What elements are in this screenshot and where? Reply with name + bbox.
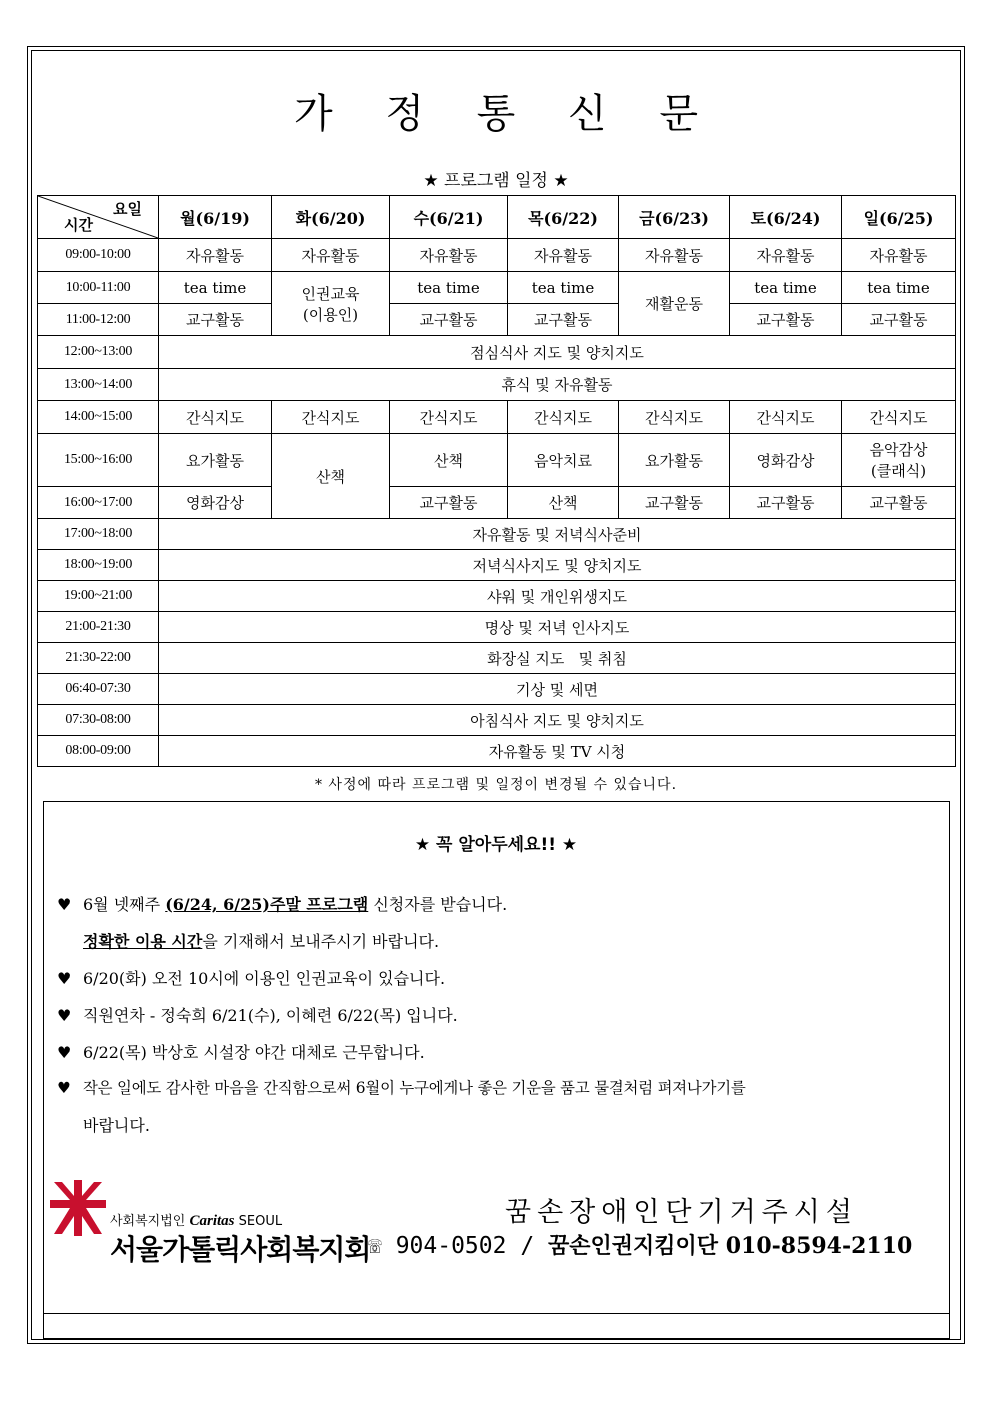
notice-divider	[43, 1313, 950, 1314]
notice-text: 직원연차 - 정숙희 6/21(수), 이혜련 6/22(목) 입니다.	[83, 1006, 458, 1025]
activity-cell: 음악치료	[508, 434, 619, 487]
notice-item	[57, 966, 445, 989]
hotline-number: 010-8594-2110	[725, 1233, 913, 1259]
table-row	[38, 581, 956, 612]
time-cell: 21:00-21:30	[38, 612, 159, 643]
time-cell: 06:40-07:30	[38, 674, 159, 705]
table-row	[38, 674, 956, 705]
corner-cell	[38, 196, 159, 239]
activity-cell: tea time	[508, 272, 619, 304]
activity-cell: 자유활동	[390, 239, 508, 272]
notice-heading: ★ 꼭 알아두세요!! ★	[414, 835, 578, 855]
activity-cell: 자유활동	[619, 239, 730, 272]
table-row	[38, 519, 956, 550]
table-row	[38, 304, 956, 336]
time-cell: 21:30-22:00	[38, 643, 159, 674]
human-rights-line1: 인권교육	[301, 284, 360, 303]
table-row	[38, 434, 956, 487]
activity-cell: 명상 및 저녁 인사지도	[159, 612, 956, 643]
activity-cell: 자유활동	[730, 239, 842, 272]
organization-name: 꿈손장애인단기거주시설	[505, 1197, 858, 1228]
schedule-heading: ★ 프로그램 일정 ★	[423, 171, 569, 191]
notice-item	[57, 892, 507, 915]
phone-number: ☏ 904-0502 /	[368, 1233, 549, 1259]
activity-cell: 요가활동	[619, 434, 730, 487]
table-row	[38, 401, 956, 434]
activity-cell: 교구활동	[730, 487, 842, 519]
table-row	[38, 272, 956, 304]
table-row	[38, 736, 956, 767]
activity-cell: 점심식사 지도 및 양치지도	[159, 336, 956, 369]
activity-cell: 교구활동	[730, 304, 842, 336]
schedule-table	[37, 195, 956, 767]
table-row	[38, 239, 956, 272]
notice-text: 6월 넷째주	[83, 895, 166, 914]
notice-text: 신청자를 받습니다.	[368, 895, 508, 914]
table-row	[38, 487, 956, 519]
heart-icon: ♥	[57, 1043, 72, 1062]
music-listen-line1: 음악감상	[869, 441, 928, 459]
activity-cell: 산책	[272, 434, 390, 519]
notice-text: 6/20(화) 오전 10시에 이용인 인권교육이 있습니다.	[83, 969, 446, 988]
time-cell: 16:00~17:00	[38, 487, 159, 519]
activity-cell: 교구활동	[390, 304, 508, 336]
activity-cell: 교구활동	[159, 304, 272, 336]
heart-icon: ♥	[57, 895, 72, 914]
activity-cell: tea time	[842, 272, 956, 304]
logo-subtitle-part: SEOUL	[234, 1214, 283, 1229]
activity-cell: 산책	[508, 487, 619, 519]
activity-cell: tea time	[730, 272, 842, 304]
day-header: 일(6/25)	[842, 196, 956, 239]
activity-cell: 교구활동	[842, 304, 956, 336]
day-header: 토(6/24)	[730, 196, 842, 239]
notice-text: 작은 일에도 감사한 마음을 간직함으로써 6월이 누구에게나 좋은 기운을 품고 물결처럼 펴져나가기를	[83, 1079, 746, 1097]
notice-item	[57, 1076, 746, 1098]
caritas-logo-icon	[50, 1180, 106, 1236]
activity-cell	[842, 434, 956, 487]
activity-cell: 교구활동	[508, 304, 619, 336]
time-cell: 10:00-11:00	[38, 272, 159, 304]
activity-cell: 산책	[390, 434, 508, 487]
activity-cell: 재활운동	[619, 272, 730, 336]
activity-cell: 기상 및 세면	[159, 674, 956, 705]
activity-cell: 아침식사 지도 및 양치지도	[159, 705, 956, 736]
logo-subtitle	[110, 1210, 282, 1230]
time-cell: 17:00~18:00	[38, 519, 159, 550]
time-cell: 11:00-12:00	[38, 304, 159, 336]
table-row	[38, 336, 956, 369]
activity-cell: 요가활동	[159, 434, 272, 487]
activity-cell: 교구활동	[619, 487, 730, 519]
activity-cell: 간식지도	[390, 401, 508, 434]
notice-highlight: 정확한 이용 시간	[83, 932, 203, 951]
time-cell: 13:00~14:00	[38, 369, 159, 401]
schedule-note: * 사정에 따라 프로그램 및 일정이 변경될 수 있습니다.	[314, 777, 678, 793]
activity-cell: 자유활동	[842, 239, 956, 272]
time-cell: 19:00~21:00	[38, 581, 159, 612]
activity-cell: 교구활동	[390, 487, 508, 519]
time-cell: 18:00~19:00	[38, 550, 159, 581]
day-header: 금(6/23)	[619, 196, 730, 239]
logo-name: 서울가톨릭사회복지회	[110, 1233, 371, 1266]
corner-day-label: 요일	[113, 200, 142, 218]
notice-text: 6/22(목) 박상호 시설장 야간 대체로 근무합니다.	[83, 1043, 425, 1062]
notice-item	[57, 1003, 458, 1026]
activity-cell: 간식지도	[159, 401, 272, 434]
activity-cell: 영화감상	[159, 487, 272, 519]
time-cell: 15:00~16:00	[38, 434, 159, 487]
activity-cell: 간식지도	[508, 401, 619, 434]
page-title: 가 정 통 신 문	[293, 91, 719, 137]
music-listen-line2: (클래식)	[870, 462, 927, 480]
logo-subtitle-part: 사회복지법인	[110, 1214, 190, 1229]
activity-cell: 자유활동 및 TV 시청	[159, 736, 956, 767]
activity-cell: 간식지도	[730, 401, 842, 434]
header-row	[38, 196, 956, 239]
activity-cell: 자유활동	[272, 239, 390, 272]
time-cell: 09:00-10:00	[38, 239, 159, 272]
activity-cell: 저녁식사지도 및 양치지도	[159, 550, 956, 581]
notice-text: 바랍니다.	[83, 1116, 150, 1135]
time-cell: 12:00~13:00	[38, 336, 159, 369]
table-row	[38, 369, 956, 401]
activity-cell: 자유활동	[159, 239, 272, 272]
time-cell: 07:30-08:00	[38, 705, 159, 736]
contact-line	[368, 1229, 912, 1260]
day-header: 화(6/20)	[272, 196, 390, 239]
activity-cell: tea time	[159, 272, 272, 304]
corner-time-label: 시간	[64, 216, 93, 234]
time-cell: 08:00-09:00	[38, 736, 159, 767]
table-row	[38, 612, 956, 643]
day-header: 월(6/19)	[159, 196, 272, 239]
activity-cell: 샤워 및 개인위생지도	[159, 581, 956, 612]
table-row	[38, 550, 956, 581]
heart-icon: ♥	[57, 1079, 71, 1097]
hotline-label: 꿈손인권지킴이단	[548, 1233, 726, 1259]
logo-caritas: Caritas	[189, 1213, 235, 1229]
human-rights-line2: (이용인)	[302, 305, 359, 324]
activity-cell	[272, 272, 390, 336]
notice-text: 을 기재해서 보내주시기 바랍니다.	[202, 932, 440, 951]
table-row	[38, 643, 956, 674]
heart-icon: ♥	[57, 969, 72, 988]
time-cell: 14:00~15:00	[38, 401, 159, 434]
notice-highlight: (6/24, 6/25)주말 프로그램	[165, 895, 369, 914]
activity-cell: 화장실 지도 및 취침	[159, 643, 956, 674]
activity-cell: 영화감상	[730, 434, 842, 487]
day-header: 수(6/21)	[390, 196, 508, 239]
notice-item-continued	[83, 1113, 150, 1136]
heart-icon: ♥	[57, 1006, 72, 1025]
activity-cell: 자유활동 및 저녁식사준비	[159, 519, 956, 550]
activity-cell: 간식지도	[842, 401, 956, 434]
activity-cell: 간식지도	[619, 401, 730, 434]
day-header: 목(6/22)	[508, 196, 619, 239]
activity-cell: 자유활동	[508, 239, 619, 272]
activity-cell: 간식지도	[272, 401, 390, 434]
activity-cell: tea time	[390, 272, 508, 304]
notice-item	[57, 1040, 425, 1063]
notice-item-continued	[83, 929, 439, 952]
activity-cell: 교구활동	[842, 487, 956, 519]
table-row	[38, 705, 956, 736]
activity-cell: 휴식 및 자유활동	[159, 369, 956, 401]
